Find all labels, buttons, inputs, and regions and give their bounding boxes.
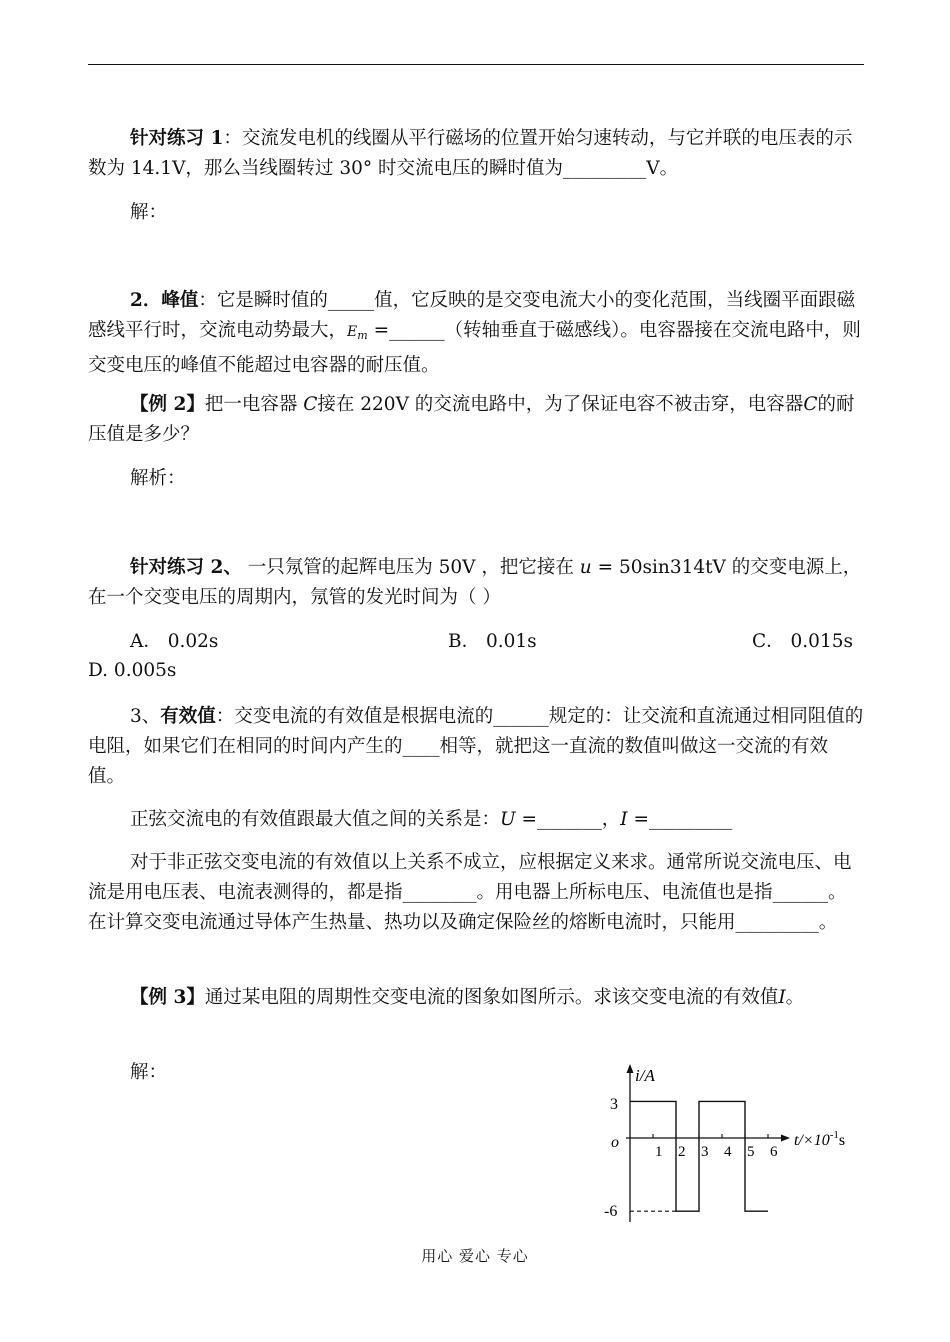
rms-text: ：交变电流的有效值是根据电流的______规定的：让交流和直流通过相同阻值的电阻，如果它们在相同的时间内产生的____相等，就把这一直流的数值叫做这一交流的有效值。 — [88, 706, 864, 787]
example-3-label: 【例 3】 — [130, 987, 205, 1008]
non-sine-paragraph: 对于非正弦交变电流的有效值以上关系不成立，应根据定义来求。通常所说交流电压、电流是用电压表、电流表测得的，都是指________。用电器上所标电压、电流值也是指______。在计算交变电流通过导体产生热量、热功以及确定保险丝的熔断电流时，只能用_________。 — [88, 852, 852, 933]
option-b: B． 0.01s — [448, 631, 537, 652]
peak-text-a: ：它是瞬时值的_____值，它反映的是交变电流大小的变化范围，当线圈平面跟磁感线平行时，交流电动势最大， — [88, 290, 856, 341]
header-rule — [88, 64, 864, 65]
practice-2-text-a: 一只氖管的起辉电压为 50V ，把它接在 — [241, 557, 580, 578]
practice-2-text-b: = 50sin314tV 的交变电源上，在一个交变电压的周期内，氖管的发光时间为（ ） — [88, 557, 862, 608]
var-I-2: I — [778, 987, 786, 1008]
y-axis-label: i/A — [635, 1066, 655, 1085]
practice-1-text: ：交流发电机的线圈从平行磁场的位置开始匀速转动，与它并联的电压表的示数为 14.1V，那么当线圈转过 30° 时交流电压的瞬时值为_________V。 — [88, 128, 853, 179]
current-graph — [598, 1062, 873, 1232]
practice-2 — [88, 553, 864, 613]
option-c: C． 0.015s — [752, 631, 853, 652]
em-symbol: E — [347, 324, 358, 340]
peak-section — [88, 286, 864, 381]
footer-motto: 用心 爱心 专心 — [421, 1247, 529, 1265]
y-axis-arrow — [627, 1064, 634, 1073]
x-tick-label-2: 2 — [678, 1144, 686, 1160]
example-3-text: 通过某电阻的周期性交变电流的图象如图所示。求该交变电流的有效值 — [204, 987, 779, 1008]
example-2 — [88, 390, 864, 450]
practice-1 — [88, 124, 864, 184]
analysis-2: 解析： — [130, 468, 186, 489]
x-tick-label-3: 3 — [701, 1144, 709, 1160]
var-c-2: C — [803, 394, 818, 415]
rms-number: 3、 — [130, 706, 161, 727]
rms-section — [88, 702, 864, 792]
practice-2-label: 针对练习 2、 — [130, 557, 242, 578]
x-tick-label-1: 1 — [655, 1144, 663, 1160]
sine-relation-text-a: 正弦交流电的有效值跟最大值之间的关系是： — [130, 809, 501, 830]
x-tick-label-6: 6 — [770, 1144, 778, 1160]
x-tick-label-5: 5 — [747, 1144, 755, 1160]
x-axis-label-unit: s — [838, 1132, 846, 1149]
sine-relation-text-b: =_______， — [515, 809, 621, 830]
rms-label: 有效值 — [160, 706, 216, 727]
x-tick-label-4: 4 — [724, 1144, 732, 1160]
example-2-text-a: 把一电容器 — [204, 394, 304, 415]
solution-1: 解： — [130, 202, 168, 223]
example-2-text-c: 的耐压值是多少？ — [88, 394, 855, 445]
x-axis-label-base: t/×10 — [794, 1132, 830, 1149]
origin-label: o — [611, 1134, 619, 1151]
var-c: C — [303, 394, 318, 415]
sine-relation — [88, 805, 864, 835]
option-d: D. 0.005s — [88, 660, 177, 681]
solution-3: 解： — [130, 1062, 168, 1083]
var-u: u — [579, 557, 592, 578]
x-axis-arrow — [781, 1135, 790, 1142]
example-2-text-b: 接在 220V 的交流电路中，为了保证电容不被击穿，电容器 — [317, 394, 804, 415]
example-2-label: 【例 2】 — [130, 394, 205, 415]
x-axis-label-exp: -1 — [829, 1129, 839, 1141]
example-3-end: 。 — [785, 987, 805, 1008]
peak-text-b: =______（转轴垂直于磁感线）。电容器接在交流电路中，则交变电压的峰值不能超过电容器的耐压值。 — [88, 320, 861, 376]
example-3 — [88, 983, 864, 1013]
y-tick-3: 3 — [610, 1096, 618, 1113]
var-I: I — [620, 809, 628, 830]
practice-1-label: 针对练习 1 — [130, 128, 224, 149]
peak-label: 2．峰值 — [130, 290, 199, 311]
sine-relation-text-c: =_________ — [627, 809, 733, 830]
var-U: U — [500, 809, 516, 830]
em-subscript: m — [357, 329, 368, 342]
x-axis-label — [794, 1129, 845, 1149]
y-tick-neg6: -6 — [604, 1203, 618, 1220]
option-a: A． 0.02s — [130, 631, 219, 652]
